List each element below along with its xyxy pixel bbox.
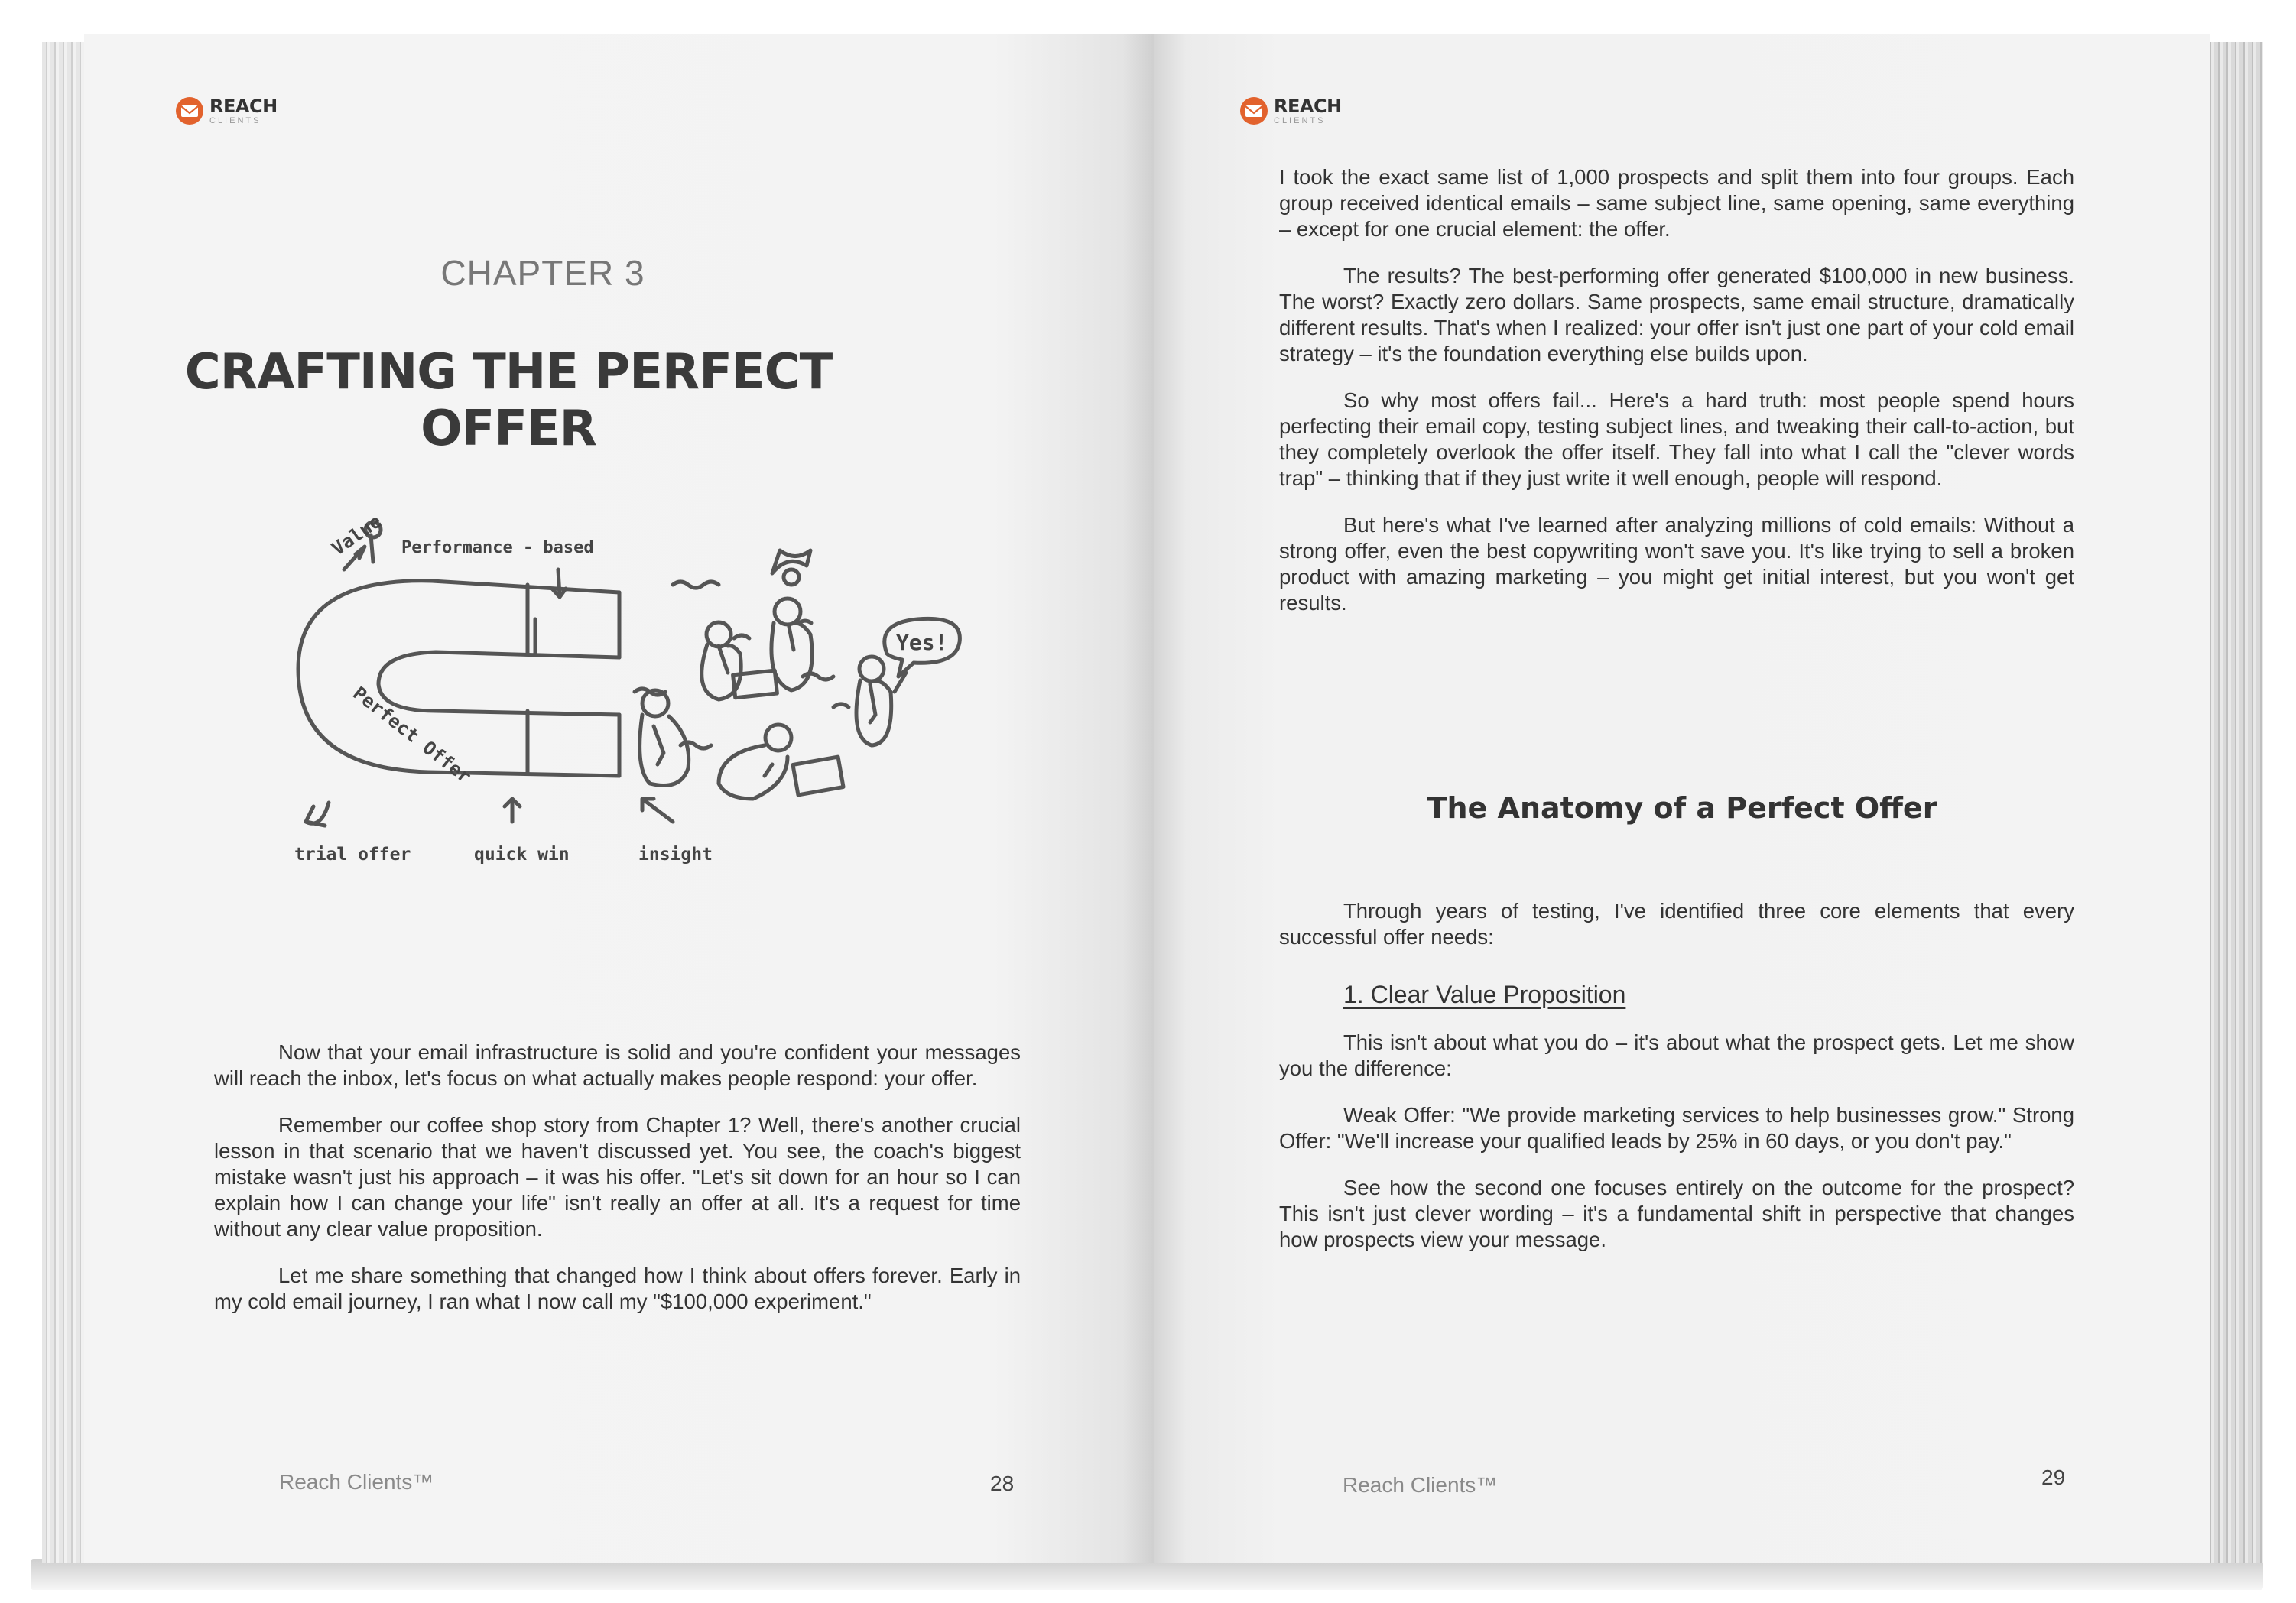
right-body-intro — [1279, 898, 2074, 971]
logo-subtext: CLIENTS — [1274, 115, 1326, 125]
header-logo — [174, 96, 278, 126]
envelope-logo-icon — [1239, 96, 1269, 126]
illus-label-performance: Performance - based — [401, 538, 594, 557]
left-page-edges — [42, 42, 88, 1563]
logo-word: REACH — [209, 95, 278, 117]
illus-label-quick-win: quick win — [474, 845, 570, 865]
paragraph: But here's what I've learned after analyzing millions of cold emails: Without a strong offer, even the best copywriting won't save you. It's like trying to sell a broken product with amazing marketing – you might get initial interest, but you won't get results. — [1279, 513, 2074, 615]
right-body-bottom — [1279, 1030, 2074, 1274]
logo-subtext: CLIENTS — [209, 115, 261, 125]
paragraph: Remember our coffee shop story from Chapter 1? Well, there's another crucial lesson in that scenario that we haven't discussed yet. You see, the coach's biggest mistake wasn't just his approach – it was his offer. "Let's sit down for an hour so I can explain how I can change your life" isn't really an offer at all. It's a request for time without any clear value proposition. — [214, 1113, 1021, 1241]
paragraph: See how the second one focuses entirely on the outcome for the prospect? This isn't just clever wording – it's a fundamental shift in perspective that changes how prospects view your message. — [1279, 1176, 2074, 1251]
magnet-offer-illustration — [183, 462, 963, 891]
illus-label-yes: Yes! — [896, 630, 948, 655]
right-body-top — [1279, 164, 2074, 637]
sub-heading: 1. Clear Value Proposition — [1343, 981, 1626, 1008]
illus-label-value: Value — [327, 510, 386, 560]
paragraph: I took the exact same list of 1,000 prospects and split them into four groups. Each group received identical emails – same subject line, same opening, same everything – except for one crucial element: the offer. — [1279, 165, 2074, 241]
chapter-title: CRAFTING THE PERFECT OFFER — [184, 344, 833, 457]
right-page-edges — [2206, 42, 2263, 1563]
illus-label-insight: insight — [638, 845, 713, 865]
envelope-logo-icon — [174, 96, 205, 126]
paragraph: Through years of testing, I've identified three core elements that every successful offer needs: — [1279, 899, 2074, 949]
illus-label-trial: trial offer — [294, 845, 411, 865]
section-heading: The Anatomy of a Perfect Offer — [1427, 791, 1937, 825]
paragraph: Now that your email infrastructure is solid and you're confident your messages will reach the inbox, let's focus on what actually makes people respond: your offer. — [214, 1040, 1021, 1090]
left-page — [84, 34, 1154, 1563]
footer-brand: Reach Clients™ — [1343, 1473, 1498, 1497]
illus-label-perfect-offer: Perfect Offer — [349, 682, 476, 788]
header-logo — [1239, 96, 1342, 126]
paragraph: Weak Offer: "We provide marketing services to help businesses grow." Strong Offer: "We'll increase your qualified leads by 25% in 60 days, or you don't pay." — [1279, 1103, 2074, 1153]
chapter-label: CHAPTER 3 — [440, 253, 645, 293]
book-base-shadow — [31, 1559, 2263, 1590]
paragraph: So why most offers fail... Here's a hard truth: most people spend hours perfecting their email copy, testing subject lines, and tweaking their call-to-action, but they completely overlook the offer itself. They fall into what I call the "clever words trap" – thinking that if they just write it well enough, people will respond. — [1279, 388, 2074, 490]
paragraph: Let me share something that changed how I think about offers forever. Early in my cold email journey, I ran what I now call my "$100,000 experiment." — [214, 1264, 1021, 1313]
page-number: 29 — [2041, 1465, 2066, 1489]
logo-word: REACH — [1274, 95, 1342, 117]
page-number: 28 — [990, 1472, 1015, 1495]
footer-brand: Reach Clients™ — [279, 1470, 434, 1494]
paragraph: This isn't about what you do – it's about what the prospect gets. Let me show you the difference: — [1279, 1030, 2074, 1080]
right-page — [1154, 34, 2210, 1563]
left-body-text — [214, 1040, 1021, 1335]
paragraph: The results? The best-performing offer generated $100,000 in new business. The worst? Exactly zero dollars. Same prospects, same email structure, dramatically different results. That's when I realized: your offer isn't just one part of your cold email strategy – it's the foundation everything else builds upon. — [1279, 264, 2074, 365]
